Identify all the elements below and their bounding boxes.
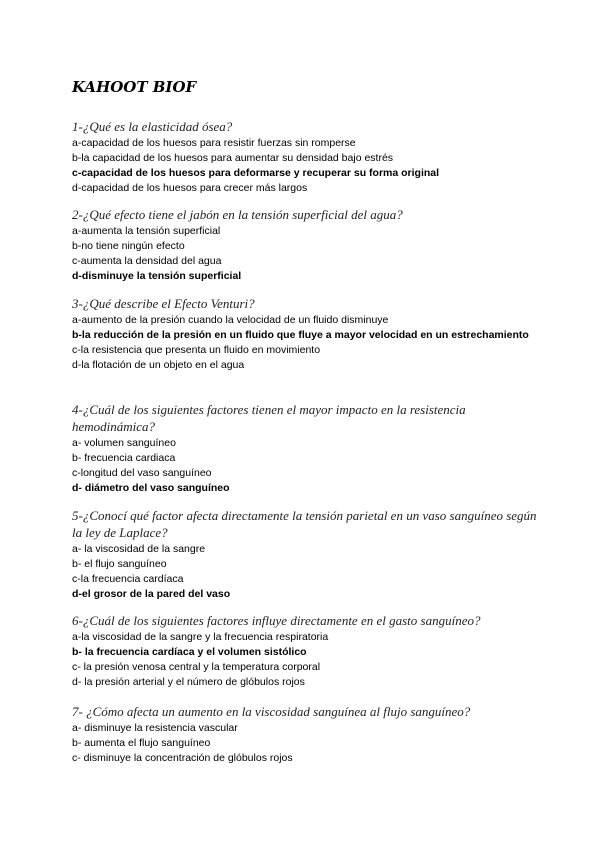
answer-option-correct: d-el grosor de la pared del vaso — [72, 588, 231, 600]
answer-option: b-no tiene ningún efecto — [72, 240, 185, 252]
answer-option: a-aumento de la presión cuando la velocidad de un fluido disminuye — [72, 314, 389, 326]
question-text: 5-¿Conocí qué factor afecta directamente la tensión parietal en un vaso sanguíneo según la ley de Laplace? — [72, 508, 537, 540]
answer-option-correct: c-capacidad de los huesos para deformarse y recuperar su forma original — [72, 167, 440, 179]
question-block-7 — [72, 703, 542, 766]
question-block-3 — [72, 295, 542, 373]
question-block-4 — [72, 401, 542, 496]
answer-option: a-capacidad de los huesos para resistir fuerzas sin romperse — [72, 137, 356, 149]
answer-option: b- aumenta el flujo sanguíneo — [72, 737, 211, 749]
question-block-5 — [72, 507, 542, 602]
question-text: 1-¿Qué es la elasticidad ósea? — [72, 119, 233, 134]
answer-option: b- el flujo sanguíneo — [72, 558, 167, 570]
question-text: 6-¿Cuál de los siguientes factores influye directamente en el gasto sanguíneo? — [72, 613, 481, 628]
document-title: KAHOOT BIOF — [72, 78, 197, 96]
question-text: 7- ¿Cómo afecta un aumento en la viscosidad sanguínea al flujo sanguíneo? — [72, 704, 471, 719]
answer-option: a-aumenta la tensión superficial — [72, 225, 221, 237]
answer-option: c- disminuye la concentración de glóbulos rojos — [72, 752, 293, 764]
answer-option-correct: b- la frecuencia cardíaca y el volumen sistólico — [72, 646, 307, 658]
question-text: 2-¿Qué efecto tiene el jabón en la tensión superficial del agua? — [72, 207, 403, 222]
answer-option: c-longitud del vaso sanguíneo — [72, 467, 212, 479]
answer-option: d-capacidad de los huesos para crecer más largos — [72, 182, 308, 194]
answer-option-correct: d-disminuye la tensión superficial — [72, 270, 242, 282]
question-block-6 — [72, 612, 542, 690]
answer-option: a- volumen sanguíneo — [72, 437, 176, 449]
answer-option: a-la viscosidad de la sangre y la frecuencia respiratoria — [72, 631, 329, 643]
question-block-2 — [72, 206, 542, 284]
question-block-1 — [72, 118, 542, 196]
answer-option: b- frecuencia cardiaca — [72, 452, 176, 464]
answer-option: c-la resistencia que presenta un fluido en movimiento — [72, 344, 321, 356]
answer-option-correct: d- diámetro del vaso sanguíneo — [72, 482, 230, 494]
question-text: 4-¿Cuál de los siguientes factores tienen el mayor impacto en la resistencia hemodinámica? — [72, 402, 466, 434]
answer-option: c-aumenta la densidad del agua — [72, 255, 222, 267]
answer-option: b-la capacidad de los huesos para aumentar su densidad bajo estrés — [72, 152, 394, 164]
answer-option: c- la presión venosa central y la temperatura corporal — [72, 661, 321, 673]
answer-option-correct: b-la reducción de la presión en un fluido que fluye a mayor velocidad en un estrechamiento — [72, 329, 529, 341]
answer-option: d-la flotación de un objeto en el agua — [72, 359, 245, 371]
answer-option: c-la frecuencia cardíaca — [72, 573, 184, 585]
answer-option: a- disminuye la resistencia vascular — [72, 722, 238, 734]
answer-option: d- la presión arterial y el número de glóbulos rojos — [72, 676, 305, 688]
question-text: 3-¿Qué describe el Efecto Venturi? — [72, 296, 255, 311]
answer-option: a- la viscosidad de la sangre — [72, 543, 206, 555]
